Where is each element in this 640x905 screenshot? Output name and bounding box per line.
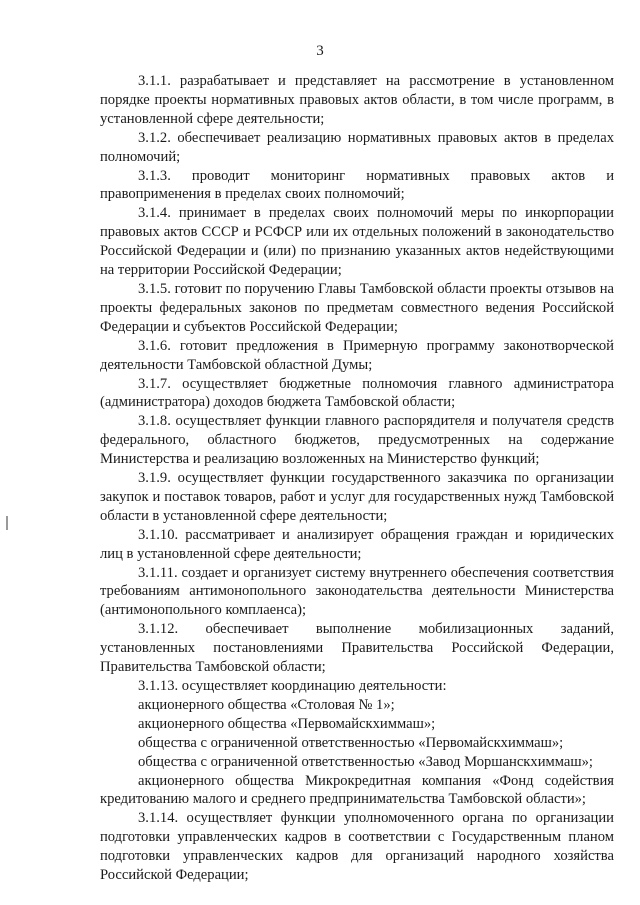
coordination-item: акционерного общества «Столовая № 1»; [138,696,395,713]
paragraph-3-1-5: 3.1.5. готовит по поручению Главы Тамбовской области проекты отзывов на проекты федеральных законов по предметам совместного ведения Российской Федерации и субъектов Российской Федерации; [100,280,614,335]
coordination-item: акционерного общества Микрокредитная компания «Фонд содействия кредитованию малого и среднего предпринимательства Тамбовской области»; [100,772,614,808]
coordination-item: акционерного общества «Первомайскхиммаш»; [138,715,436,732]
coordination-item: общества с ограниченной ответственностью «Завод Моршанскхиммаш»; [138,753,593,770]
paragraph-3-1-4: 3.1.4. принимает в пределах своих полномочий меры по инкорпорации правовых актов СССР и РСФСР или их отдельных положений в законодательство Российской Федерации и (или) по признанию указанных актов недействующими на территории Российской Федерации; [100,205,614,279]
document-body [100,72,614,885]
paragraph-3-1-3: 3.1.3. проводит мониторинг нормативных правовых актов и правоприменения в пределах своих полномочий; [100,167,614,203]
page-number: 3 [316,43,324,59]
paragraph-3-1-9: 3.1.9. осуществляет функции государственного заказчика по организации закупок и поставок товаров, работ и услуг для государственных нужд Тамбовской области в установленной сфере деятельности; [100,470,614,524]
paragraph-3-1-2: 3.1.2. обеспечивает реализацию нормативных правовых актов в пределах полномочий; [100,129,614,165]
paragraph-3-1-6: 3.1.6. готовит предложения в Примерную программу законотворческой деятельности Тамбовской областной Думы; [100,337,614,373]
paragraph-3-1-12: 3.1.12. обеспечивает выполнение мобилизационных заданий, установленных постановлениями Правительства Российской Федерации, Правительства Тамбовской области; [100,621,614,676]
paragraph-3-1-14: 3.1.14. осуществляет функции уполномоченного органа по организации подготовки управленческих кадров в соответствии с Государственным планом подготовки управленческих кадров для организаций народного хозяйства Российской Федерации; [100,810,614,884]
paragraph-3-1-10: 3.1.10. рассматривает и анализирует обращения граждан и юридических лиц в установленной сфере деятельности; [100,526,614,562]
paragraph-3-1-8: 3.1.8. осуществляет функции главного распорядителя и получателя средств федерального, областного бюджетов, предусмотренных на содержание Министерства и реализацию возложенных на Министерство функций; [100,413,614,468]
paragraph-3-1-1: 3.1.1. разрабатывает и представляет на рассмотрение в установленном порядке проекты нормативных правовых актов области, в том числе программ, в установленной сфере деятельности; [100,73,614,127]
paragraph-3-1-13: 3.1.13. осуществляет координацию деятельности: [138,678,447,694]
coordination-item: общества с ограниченной ответственностью «Первомайскхиммаш»; [138,734,564,751]
paragraph-3-1-11: 3.1.11. создает и организует систему внутреннего обеспечения соответствия требованиям антимонопольного законодательства деятельности Министерства (антимонопольного комплаенса); [100,564,614,619]
paragraph-3-1-7: 3.1.7. осуществляет бюджетные полномочия главного администратора (администратора) доходов бюджета Тамбовской области; [100,375,614,411]
margin-mark [6,516,8,530]
